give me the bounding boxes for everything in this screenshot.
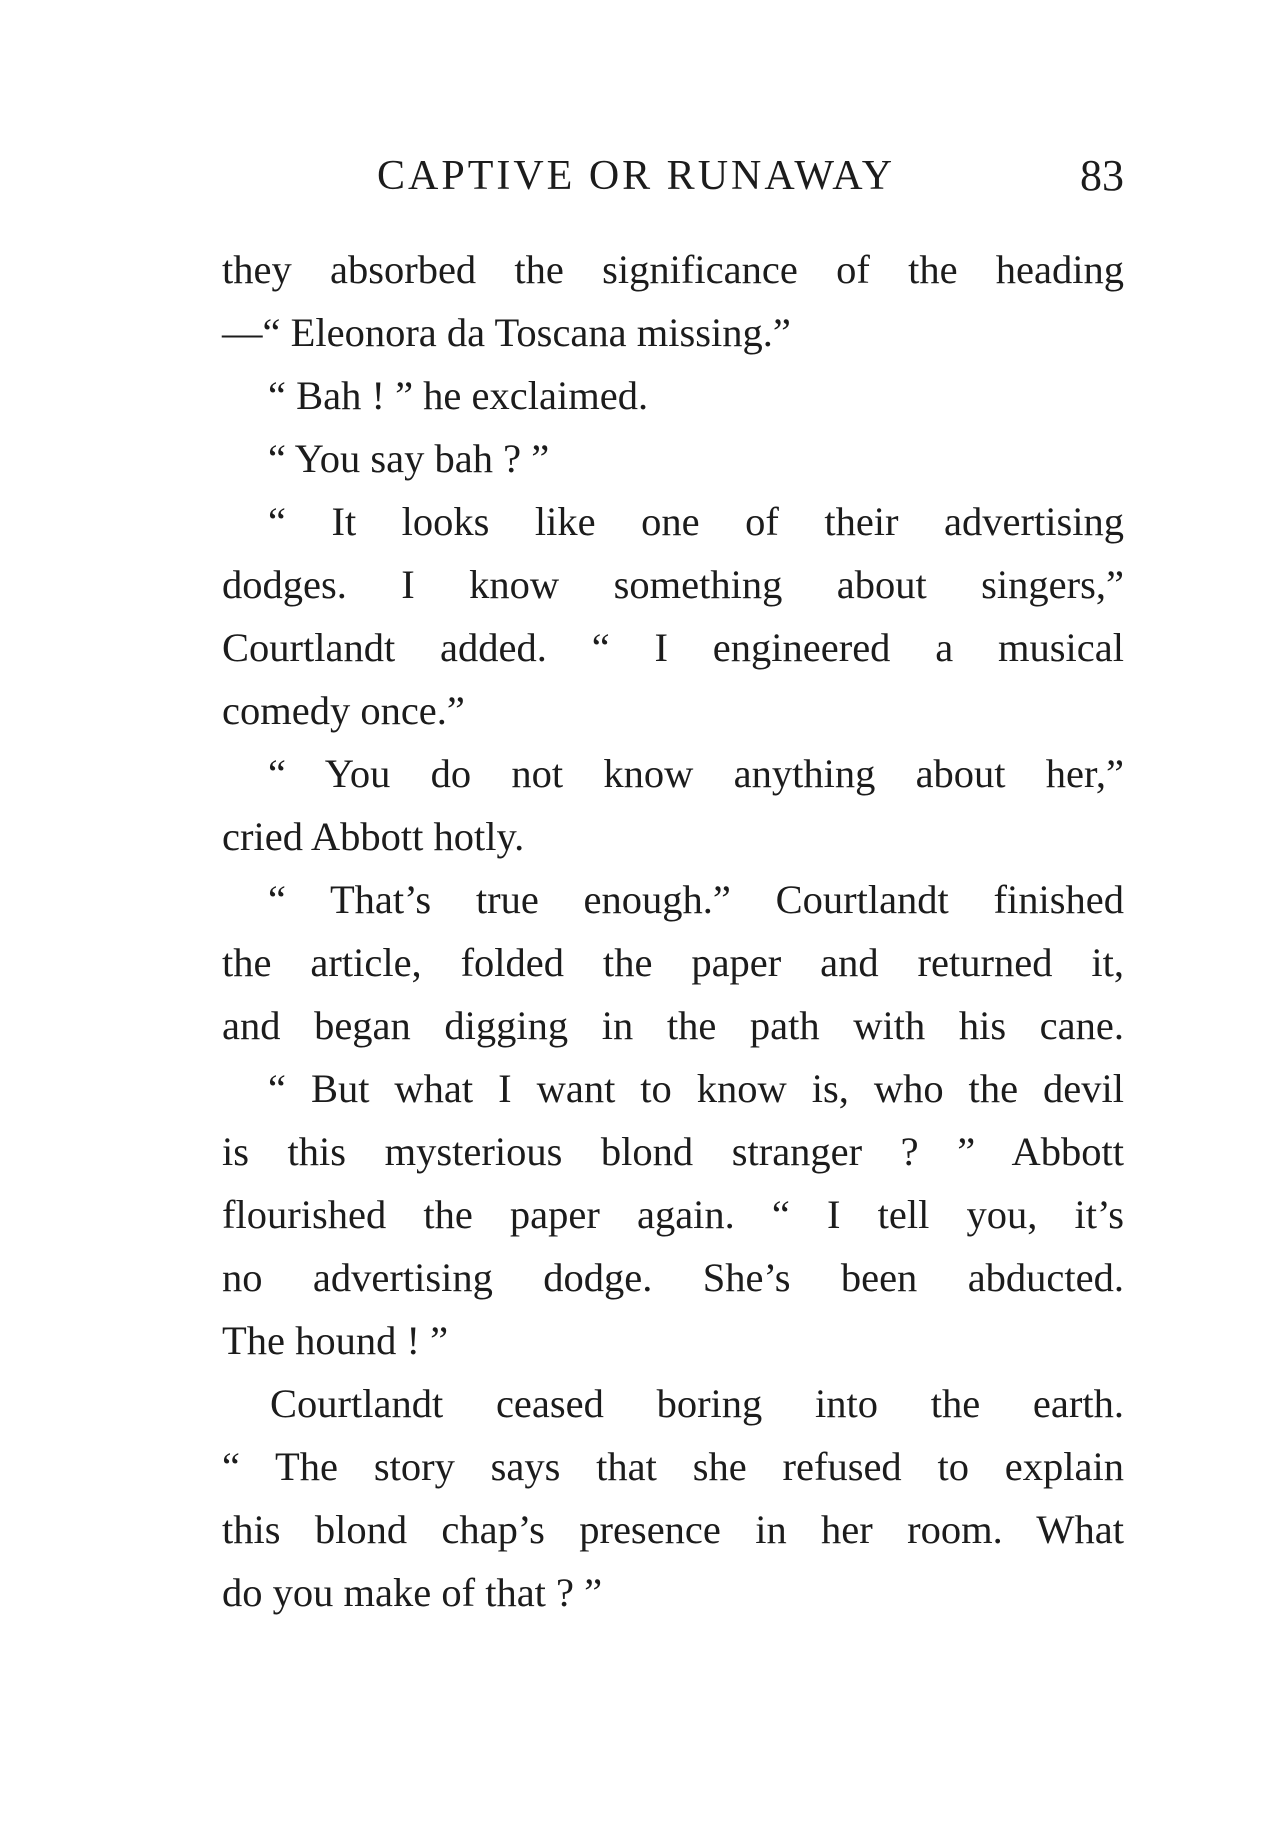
- text-line: cried Abbott hotly.: [222, 814, 525, 859]
- text-line: dodges. I know something about singers,”: [222, 562, 1124, 607]
- running-title: CAPTIVE OR RUNAWAY: [377, 153, 896, 199]
- text-line: “ That’s true enough.” Courtlandt finished: [268, 877, 1124, 922]
- text-line: no advertising dodge. She’s been abducted.: [222, 1255, 1124, 1300]
- text-line: The hound ! ”: [222, 1318, 449, 1363]
- text-line: Courtlandt ceased boring into the earth.: [270, 1381, 1124, 1426]
- text-line: and began digging in the path with his cane.: [222, 1003, 1124, 1048]
- text-line: “ The story says that she refused to explain: [222, 1444, 1124, 1489]
- text-line: flourished the paper again. “ I tell you, it’s: [222, 1192, 1124, 1237]
- text-line: —“ Eleonora da Toscana missing.”: [222, 310, 791, 355]
- body-text: [222, 238, 1124, 1624]
- text-line: “ It looks like one of their advertising: [268, 499, 1124, 544]
- text-line: is this mysterious blond stranger ? ” Abbott: [222, 1129, 1124, 1174]
- text-line: “ Bah ! ” he exclaimed.: [268, 373, 649, 418]
- text-line: comedy once.”: [222, 688, 465, 733]
- text-line: they absorbed the significance of the heading: [222, 247, 1124, 292]
- text-line: this blond chap’s presence in her room. What: [222, 1507, 1124, 1552]
- text-line: the article, folded the paper and returned it,: [222, 940, 1124, 985]
- page-header: [222, 146, 1124, 206]
- text-line: “ You say bah ? ”: [268, 436, 550, 481]
- text-line: “ You do not know anything about her,”: [268, 751, 1124, 796]
- page-number: 83: [1080, 151, 1124, 200]
- text-line: Courtlandt added. “ I engineered a musical: [222, 625, 1124, 670]
- text-line: do you make of that ? ”: [222, 1570, 603, 1615]
- text-line: “ But what I want to know is, who the devil: [268, 1066, 1124, 1111]
